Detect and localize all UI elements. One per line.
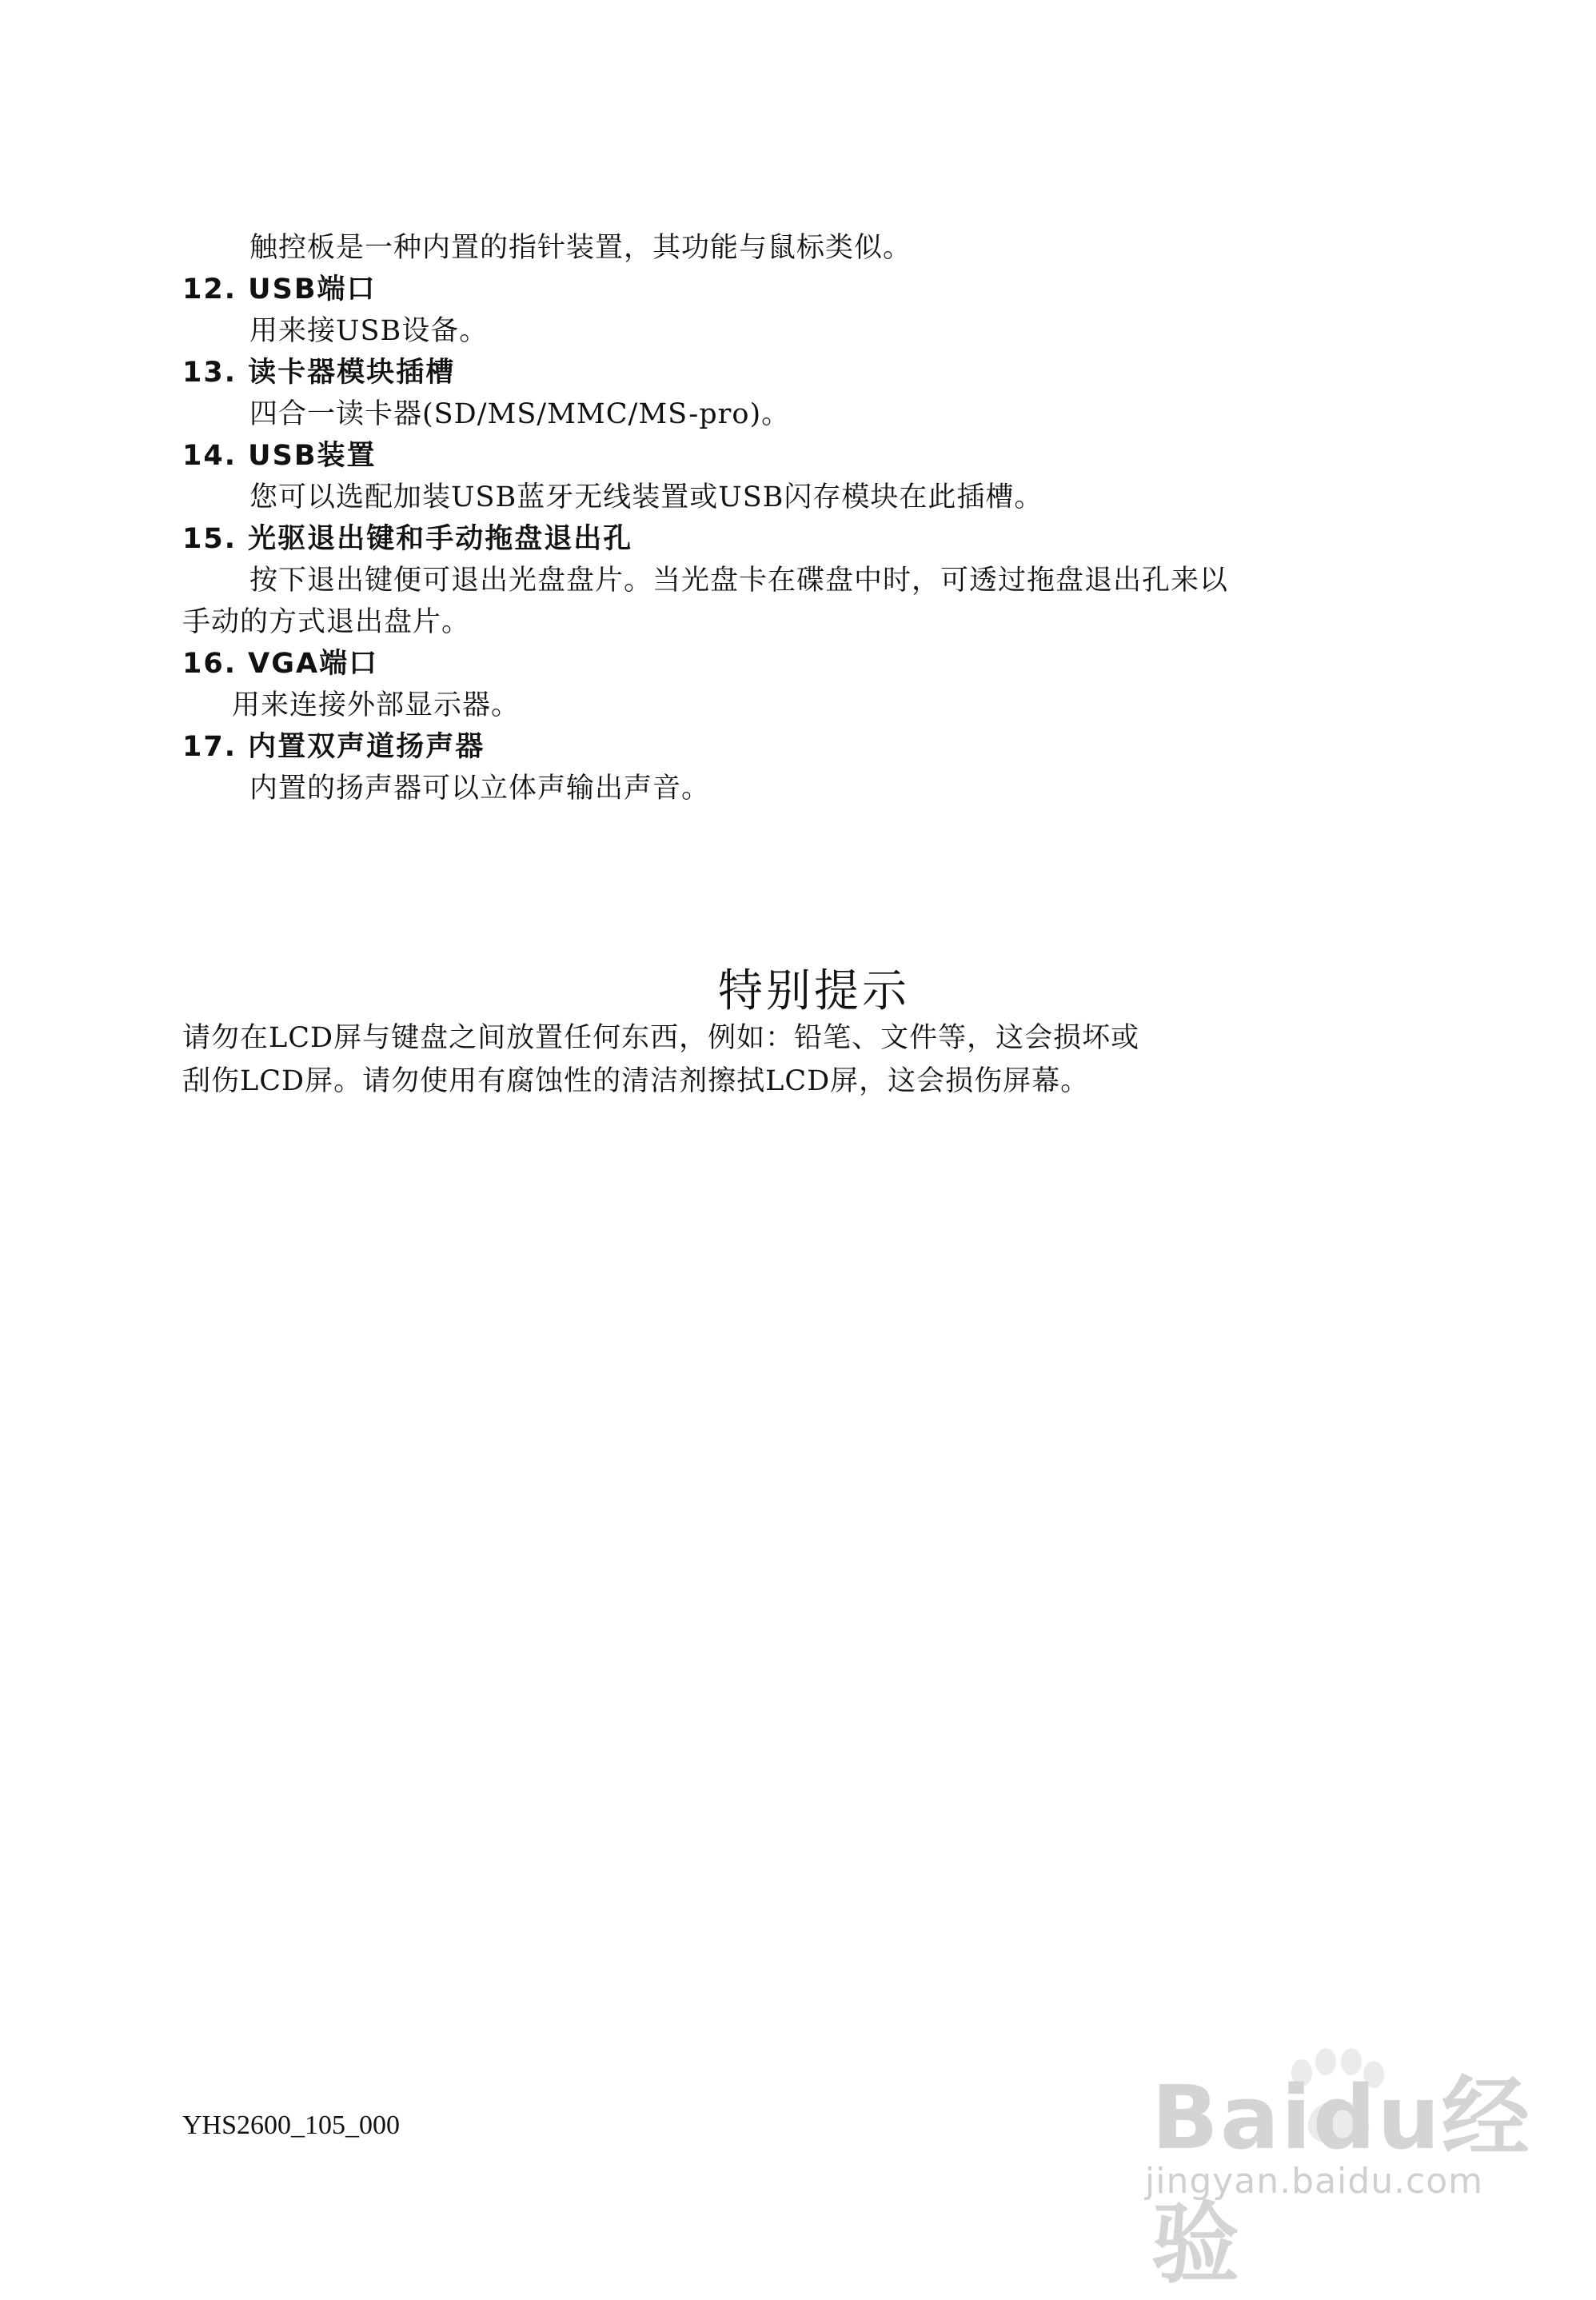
item-17-description: 内置的扬声器可以立体声输出声音。 xyxy=(249,773,711,805)
document-code: YHS2600_105_000 xyxy=(182,2110,401,2140)
item-14-description: 您可以选配加装USB蓝牙无线装置或USB闪存模块在此插槽。 xyxy=(249,481,1043,513)
touchpad-description: 触控板是一种内置的指针装置，其功能与鼠标类似。 xyxy=(249,232,912,264)
item-13-description: 四合一读卡器(SD/MS/MMC/MS-pro)。 xyxy=(249,398,791,430)
notice-title: 特别提示 xyxy=(718,965,910,1017)
item-13-title: 13. 读卡器模块插槽 xyxy=(182,357,456,389)
item-14-title: 14. USB装置 xyxy=(182,440,377,472)
item-15-description-line-1: 按下退出键便可退出光盘盘片。当光盘卡在碟盘中时，可透过拖盘退出孔来以 xyxy=(249,565,1229,597)
item-12-description: 用来接USB设备。 xyxy=(249,315,489,347)
item-16-title: 16. VGA端口 xyxy=(182,648,379,680)
watermark-brand: Baidu经验 xyxy=(1151,2066,1531,2295)
notice-line-2: 刮伤LCD屏。请勿使用有腐蚀性的清洁剂擦拭LCD屏，这会损伤屏幕。 xyxy=(182,1065,1090,1097)
item-12-title: 12. USB端口 xyxy=(182,274,377,305)
notice-line-1: 请勿在LCD屏与键盘之间放置任何东西，例如：铅笔、文件等，这会损坏或 xyxy=(182,1022,1140,1054)
item-15-description-line-2: 手动的方式退出盘片。 xyxy=(182,606,471,638)
item-16-description: 用来连接外部显示器。 xyxy=(232,689,521,721)
item-15-title: 15. 光驱退出键和手动拖盘退出孔 xyxy=(182,523,633,555)
watermark-url: jingyan.baidu.com xyxy=(1145,2161,1484,2202)
item-17-title: 17. 内置双声道扬声器 xyxy=(182,731,485,763)
